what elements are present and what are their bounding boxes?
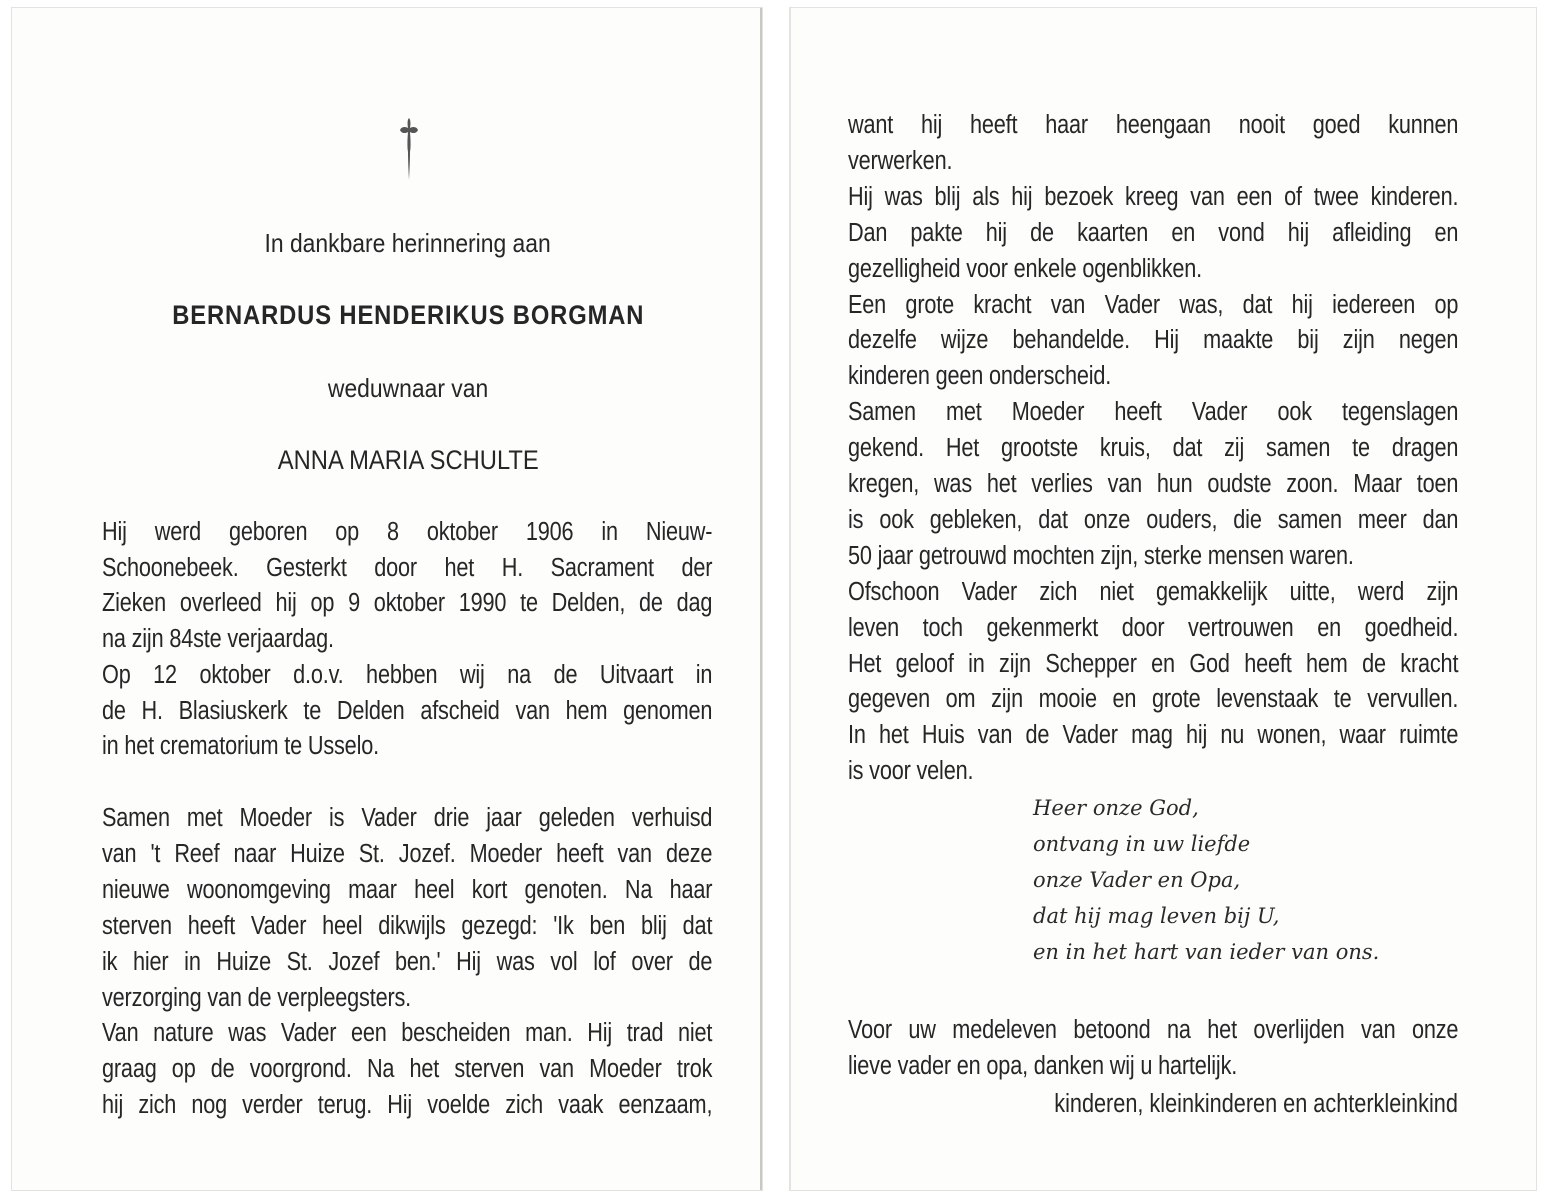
paragraph-line: Samen met Moeder is Vader drie jaar geleden verhuisd [102,804,713,832]
paragraph-line: nieuwe woonomgeving maar heel kort genoten. Na haar [102,875,713,904]
paragraph-line: in het crematorium te Usselo. [102,732,379,761]
poem-line: dat hij mag leven bij U, [1033,904,1280,928]
paragraph-line: van 't Reef naar Huize St. Jozef. Moeder heeft van deze [102,839,713,868]
paragraph-line: na zijn 84ste verjaardag. [102,625,334,654]
paragraph-line: Dan pakte hij de kaarten en vond hij afleiding en [848,218,1459,247]
paragraph-line: Samen met Moeder heeft Vader ook tegenslagen [848,398,1459,427]
deceased-name [0,297,816,333]
poem-line: en in het hart van ieder van ons. [1033,940,1380,964]
paragraph-line: dezelfe wijze behandelde. Hij maakte bij zijn negen [848,326,1459,355]
paragraph-line: gezelligheid voor enkele ogenblikken. [848,254,1203,283]
paragraph-line: is ook gebleken, dat onze ouders, die samen meer dan [848,505,1459,534]
paragraph-line: gekend. Het grootste kruis, dat zij samen te dragen [848,434,1459,463]
spouse-name-label: ANNA MARIA SCHULTE [277,445,539,475]
widower-label [0,370,816,406]
poem-line: Heer onze God, [1033,796,1199,820]
paragraph-line: hij zich nog verder terug. Hij voelde zich vaak eenzaam, [102,1091,713,1120]
paragraph-line: is voor velen. [848,757,974,786]
poem-line: onze Vader en Opa, [1033,868,1241,892]
paragraph-line: Op 12 oktober d.o.v. hebben wij na de Uitvaart in [102,660,713,689]
paragraph-line: verzorging van de verpleegsters. [102,983,412,1012]
thanks-line: lieve vader en opa, danken wij u hartelijk. [848,1052,1238,1080]
paragraph-line: de H. Blasiuskerk te Delden afscheid van hem genomen [102,696,713,725]
paragraph-line: Schoonebeek. Gesterkt door het H. Sacrament der [102,553,713,582]
paragraph-line: graag op de voorgrond. Na het sterven van Moeder trok [102,1055,713,1084]
paragraph-line: Het geloof in zijn Schepper en God heeft hem de kracht [848,649,1459,678]
deceased-name-label: BERNARDUS HENDERIKUS BORGMAN [171,300,645,330]
paragraph-line: Van nature was Vader een bescheiden man. Hij trad niet [102,1019,713,1048]
thanks-line: Voor uw medeleven betoond na het overlijden van onze [848,1016,1459,1044]
paragraph-line: Een grote kracht van Vader was, dat hij iedereen op [848,290,1459,319]
paragraph-line: ik hier in Huize St. Jozef ben.' Hij was vol lof over de [102,947,713,976]
paragraph-line: Hij was blij als hij bezoek kreeg van een of twee kinderen. [848,182,1459,211]
poem-line: ontvang in uw liefde [1033,832,1251,856]
paragraph-line: gegeven om zijn mooie en grote levenstaak te vervullen. [848,685,1459,714]
intro-text [0,225,816,261]
paragraph-line: Ofschoon Vader zich niet gemakkelijk uitte, werd zijn [848,577,1459,606]
paragraph-line: sterven heeft Vader heel dikwijls gezegd: 'Ik ben blij dat [102,911,713,940]
paragraph-line: 50 jaar getrouwd mochten zijn, sterke mensen waren. [848,541,1354,570]
spouse-name [0,442,816,478]
paragraph-line: verwerken. [848,146,953,175]
widower-text: weduwnaar van [327,373,489,403]
paragraph-line: kregen, was het verlies van hun oudste zoon. Maar toen [848,470,1459,498]
paragraph-line: leven toch gekenmerkt door vertrouwen en goedheid. [848,613,1459,642]
paragraph-line: want hij heeft haar heengaan nooit goed kunnen [848,111,1459,139]
intro-label: In dankbare herinnering aan [264,228,552,258]
paragraph-line: Zieken overleed hij op 9 oktober 1990 te Delden, de dag [102,589,713,618]
paragraph-line: Hij werd geboren op 8 oktober 1906 in Nieuw- [102,518,713,546]
paragraph-line: In het Huis van de Vader mag hij nu wonen, waar ruimte [848,721,1459,750]
paragraph-line: kinderen geen onderscheid. [848,362,1112,391]
signature: kinderen, kleinkinderen en achterkleinkind [1054,1090,1458,1118]
